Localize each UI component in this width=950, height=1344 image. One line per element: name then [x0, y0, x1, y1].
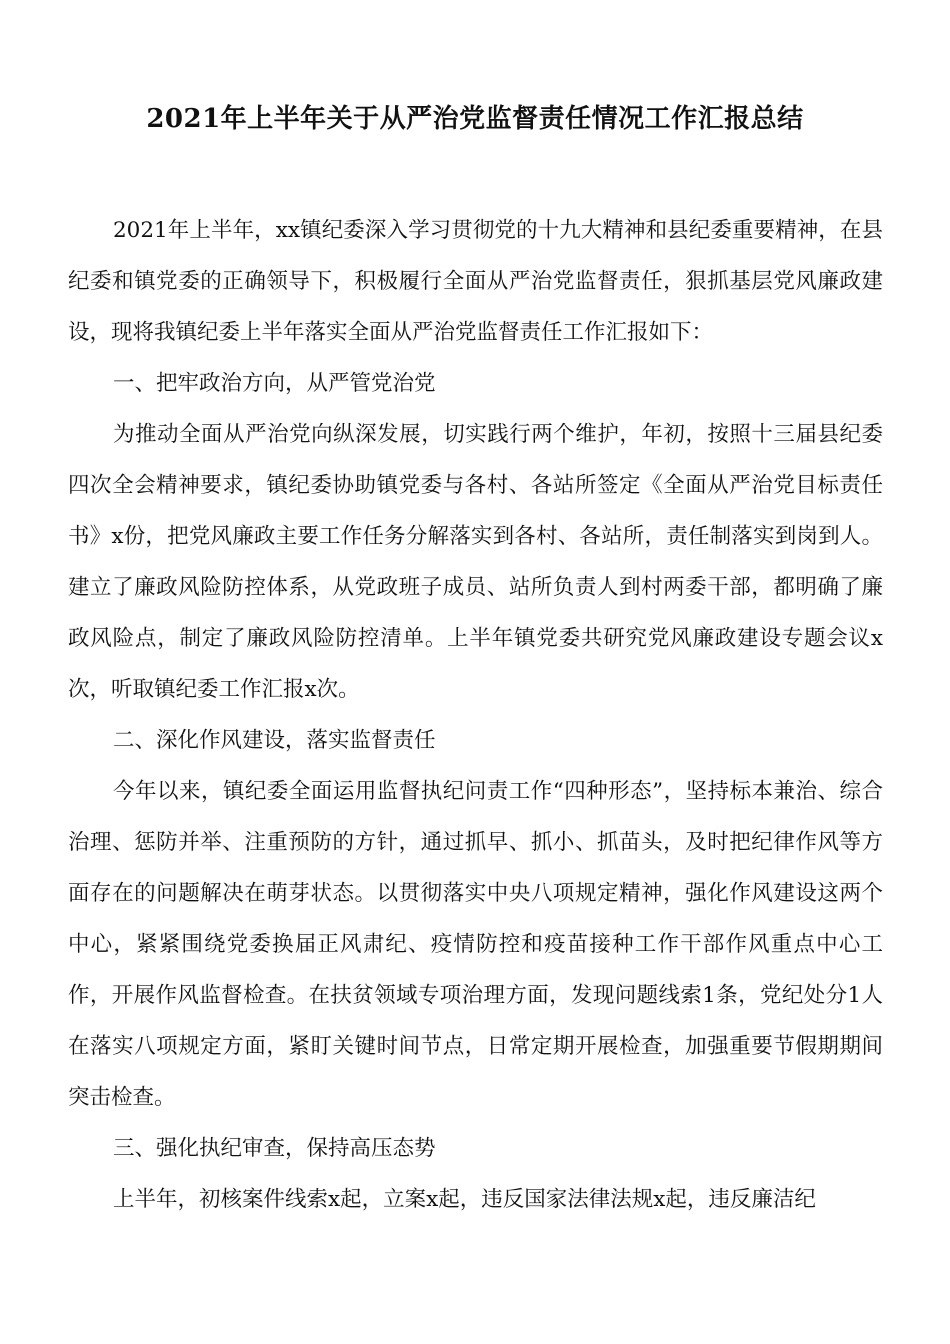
section-3-paragraph: 上半年，初核案件线索x起，立案x起，违反国家法律法规x起，违反廉洁纪: [113, 1187, 816, 1212]
section-2-paragraph: 今年以来，镇纪委全面运用监督执纪问责工作“四种形态”，坚持标本兼治、综合治理、惩防并举、注重预防的方针，通过抓早、抓小、抓苗头，及时把纪律作风等方面存在的问题解决在萌芽状态。以贯彻落实中央八项规定精神，强化作风建设这两个中心，紧紧围绕党委换届正风肃纪、疫情防控和疫苗接种工作干部作风重点中心工作，开展作风监督检查。在扶贫领域专项治理方面，发现问题线索1条，党纪处分1人在落实八项规定方面，紧盯关键时间节点，日常定期开展检查，加强重要节假期期间突击检查。: [68, 779, 883, 1110]
document-title: 2021年上半年关于从严治党监督责任情况工作汇报总结: [146, 104, 804, 134]
section-heading-1: 一、把牢政治方向，从严管党治党: [113, 371, 436, 396]
intro-paragraph: 2021年上半年，xx镇纪委深入学习贯彻党的十九大精神和县纪委重要精神，在县纪委和镇党委的正确领导下，积极履行全面从严治党监督责任，狠抓基层党风廉政建设，现将我镇纪委上半年落实全面从严治党监督责任工作汇报如下：: [68, 218, 883, 345]
section-heading-3: 三、强化执纪审查，保持高压态势: [113, 1136, 436, 1161]
section-heading-2: 二、深化作风建设，落实监督责任: [113, 728, 436, 753]
section-1-paragraph: 为推动全面从严治党向纵深发展，切实践行两个维护，年初，按照十三届县纪委四次全会精神要求，镇纪委协助镇党委与各村、各站所签定《全面从严治党目标责任书》x份，把党风廉政主要工作任务分解落实到各村、各站所，责任制落实到岗到人。建立了廉政风险防控体系，从党政班子成员、站所负责人到村两委干部，都明确了廉政风险点，制定了廉政风险防控清单。上半年镇党委共研究党风廉政建设专题会议x次，听取镇纪委工作汇报x次。: [68, 422, 883, 702]
document-body: [68, 205, 883, 1225]
